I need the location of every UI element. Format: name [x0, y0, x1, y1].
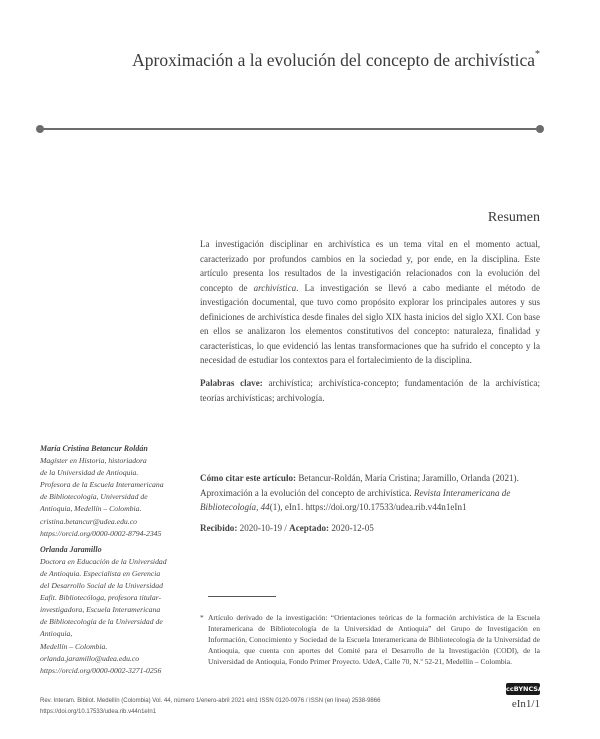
- page-number: eIn1/1: [511, 698, 540, 710]
- footnote-divider: [208, 596, 276, 597]
- cc-icon: cc: [506, 685, 514, 693]
- cc-license-badge[interactable]: [506, 683, 543, 695]
- keywords: Palabras clave: archivística; archivística-concepto; fundamentación de la archivística; teorías archivísticas; archivología.: [200, 378, 540, 403]
- article-title: Aproximación a la evolución del concepto de archivística*: [132, 49, 540, 70]
- journal-footer: Rev. Interam. Bibliot. Medellín (Colombia) Vol. 44, número 1/enero-abril 2021 eIn1 ISSN 0120-0976 / ISSN (en línea) 2538-9866 https://doi.org/10.17533/udea.rib.v44n1eIn1: [40, 696, 490, 718]
- by-icon: BY: [513, 685, 524, 693]
- citation-doi-link[interactable]: (1), eIn1. https://doi.org/10.17533/udea.rib.v44n1eIn1: [269, 502, 467, 512]
- divider-dot-right: [536, 125, 544, 133]
- author-email[interactable]: orlanda.jaramillo@udea.edu.co: [40, 653, 140, 663]
- footnote: * Artículo derivado de la investigación: “Orientaciones teóricas de la formación archivística de la Escuela Interamericana de Bibliotecología de la Universidad de Antioquia” del Grupo de Investigación en Información, Conocimiento y Sociedad de la Escuela Interamericana de Bibliotecología de la Universidad de Antioquia, que cuenta con aportes del Comité para el Desarrollo de la Investigación (CODI), de la Universidad de Antioquia, Fondo Primer Proyecto. UdeA, Calle 70, N.º 52-21, Medellín – Colombia.: [200, 613, 540, 666]
- divider-dot-left: [36, 125, 44, 133]
- abstract-body: La investigación disciplinar en archivística es un tema vital en el momento actual, caracterizado por profundos cambios en la sociedad y, por ende, en la disciplina. Este artículo presenta los resultados de la investigación relacionados con la evolución del concepto de archivística. La investigación se llevó a cabo mediante el método de investigación documental, que tuvo como propósito explorar los principales autores y sus definiciones de archivística desde finales del siglo XIX hasta inicios del siglo XXI. Con base en ellos se analizaron los elementos constitutivos del concepto: naturaleza, finalidad y características, lo que evidenció las lentas transformaciones que ha sufrido el concepto y la necesidad de estudiar los contextos para el fortalecimiento de la disciplina.: [200, 239, 540, 365]
- keywords-label: Palabras clave:: [200, 378, 263, 388]
- author-name: Orlanda Jaramillo: [40, 544, 102, 554]
- author-orcid-link[interactable]: https://orcid.org/0000-0002-3271-0256: [40, 665, 162, 675]
- sa-icon: SA: [533, 685, 543, 693]
- submission-dates: Recibido: 2020-10-19 / Aceptado: 2020-12-05: [200, 523, 374, 533]
- title-divider: [40, 128, 540, 130]
- nc-icon: NC: [523, 685, 534, 693]
- abstract-heading: Resumen: [487, 210, 540, 225]
- title-footnote-mark: *: [535, 49, 540, 61]
- footer-doi-link[interactable]: https://doi.org/10.17533/udea.rib.v44n1eIn1: [40, 709, 157, 715]
- author-affiliations: María Cristina Betancur Roldán Magíster en Historia, historiadora de la Universidad de Antioquia. Profesora de la Escuela Interamericana de Bibliotecología, Universidad de Antioquia, Medellín – Colombia. cristina.betancur@udea.edu.co https://orcid.org/0000-0002-8794-2345 Orlanda Jaramillo Doctora en Educación de la Universidad de Antioquia. Especialista en Gerencia del Desarrollo Social de la Universidad Eafit. Bibliotecóloga, profesora titular- investigadora, Escuela Interamericana de Bibliotecología de la Universidad de Antioquia, Medellín – Colombia. orlanda.jaramillo@udea.edu.co https://orcid.org/0000-0002-3271-0256: [40, 443, 180, 677]
- author-name: María Cristina Betancur Roldán: [40, 444, 148, 453]
- author-orcid-link[interactable]: https://orcid.org/0000-0002-8794-2345: [40, 528, 162, 538]
- citation: Cómo citar este artículo: Betancur-Roldán, María Cristina; Jaramillo, Orlanda (2021). Aproximación a la evolución del concepto de archivística. Revista Interamericana de Bibliotecología, 44(1), eIn1. https://doi.org/10.17533/udea.rib.v44n1eIn1: [200, 473, 519, 512]
- citation-label: Cómo citar este artículo:: [200, 473, 297, 483]
- author-email[interactable]: cristina.betancur@udea.edu.co: [40, 516, 137, 526]
